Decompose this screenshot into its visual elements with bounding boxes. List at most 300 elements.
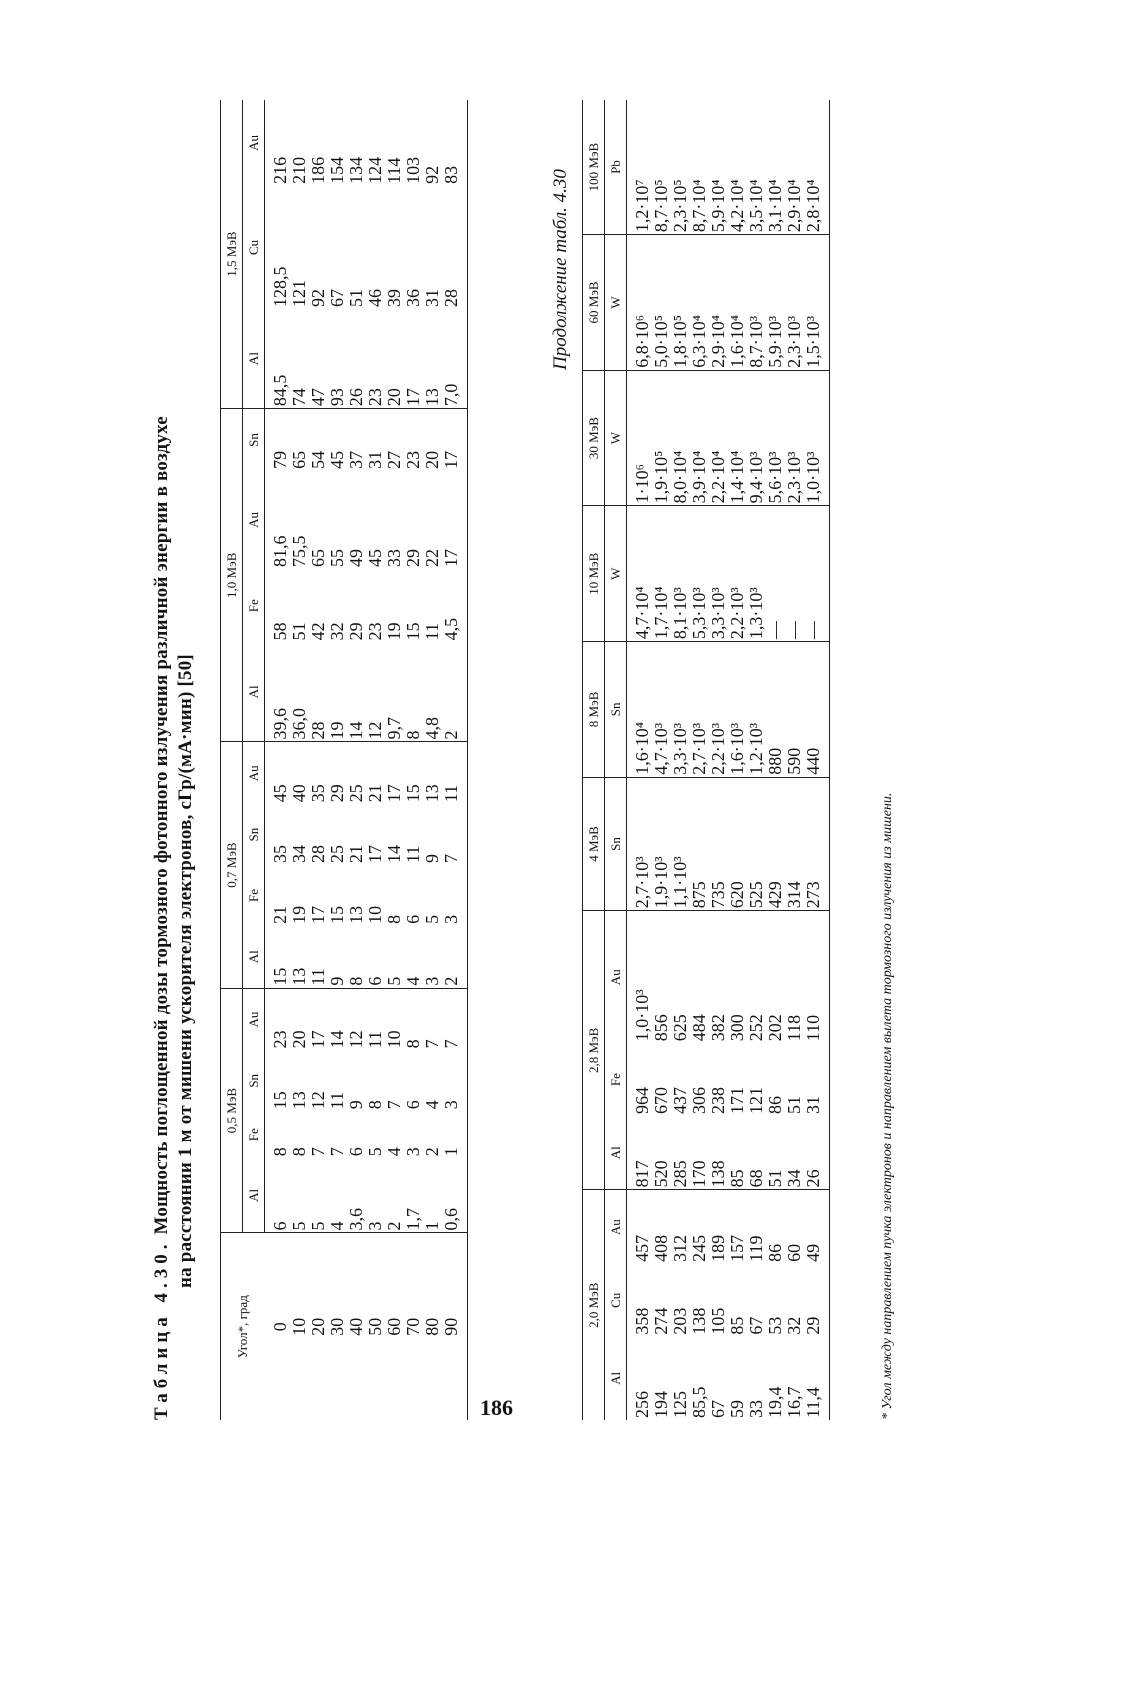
- table-cell: 1: [423, 1158, 442, 1233]
- table-cell: 15: [327, 905, 347, 924]
- table-cell: 157: [727, 1234, 747, 1262]
- table-cell: 3,1·10⁴: [766, 100, 785, 235]
- table-cell: 51: [346, 289, 366, 308]
- table-caption: [150, 100, 198, 1420]
- table-cell: 7: [308, 1147, 328, 1157]
- table-cell: 2: [442, 642, 468, 742]
- table-cell: 358: [632, 1307, 652, 1335]
- table-row: [671, 100, 690, 1420]
- table-cell: 33: [746, 1400, 766, 1418]
- table-cell: 5,6·10³: [766, 370, 785, 506]
- table-cell: 7,0: [442, 309, 468, 409]
- table-cell: 21: [270, 905, 290, 924]
- table-cell: 124: [365, 156, 385, 184]
- table-cell: 306: [689, 1086, 709, 1114]
- table-cell: 134: [346, 156, 366, 184]
- table-cell: 92: [308, 289, 328, 308]
- table-cell: 19: [289, 905, 309, 924]
- material-column-header: Pb: [605, 100, 627, 235]
- table-cell: 2,3·10⁵: [671, 100, 690, 235]
- table-cell: 26: [347, 309, 366, 409]
- table-label: Таблица 4.30.: [151, 1239, 172, 1420]
- table-cell: 1,9·10⁵: [652, 370, 671, 506]
- material-column-header: Al: [605, 1116, 627, 1190]
- table-row: [785, 100, 804, 1420]
- table-cell: 83: [442, 100, 468, 186]
- table-cell: 3,3·10³: [709, 506, 728, 642]
- table-cell: 6: [403, 914, 423, 924]
- table-cell: 3: [442, 865, 468, 926]
- table-cell: 1,4·10⁴: [728, 370, 747, 506]
- table-cell: 59: [727, 1400, 747, 1418]
- table-cell: 273: [804, 777, 830, 911]
- table-cell: 93: [328, 309, 347, 409]
- table-cell: 1,7: [404, 1158, 423, 1233]
- table-cell: 6: [366, 926, 385, 988]
- table-cell: 1,3·10³: [747, 506, 766, 642]
- table-cell: 32: [327, 622, 347, 641]
- material-column-header: Fe: [243, 569, 265, 642]
- energy-group-header: 0,7 МэВ: [221, 742, 243, 988]
- energy-group-header: 2,8 МэВ: [583, 911, 605, 1190]
- table-cell: 2: [422, 1147, 442, 1157]
- table-cell: 3,5·10⁴: [747, 100, 766, 235]
- table-cell: 8: [347, 926, 366, 988]
- table-cell: 17: [442, 471, 468, 569]
- table-cell: 2,9·10⁴: [785, 100, 804, 235]
- table-body: [627, 100, 830, 1420]
- table-cell: 14: [327, 1030, 347, 1049]
- table-cell: 37: [346, 450, 366, 469]
- page-number: 186: [480, 1395, 513, 1420]
- table-cell: 4,2·10⁴: [728, 100, 747, 235]
- table-cell: 17: [442, 409, 468, 471]
- material-column-header: Al: [243, 309, 265, 409]
- table-cell: 15: [265, 926, 291, 988]
- table-cell: 3,3·10³: [671, 642, 690, 778]
- table-cell: 35: [308, 784, 328, 803]
- table-cell: 382: [708, 1014, 728, 1042]
- table-cell: 9: [422, 854, 442, 864]
- table-cell: 20: [289, 1030, 309, 1049]
- table-cell: 5: [309, 1158, 328, 1233]
- table-cell: 3: [423, 926, 442, 988]
- table-cell: 46: [365, 289, 385, 308]
- table-row: [366, 100, 385, 1420]
- table-row: [747, 100, 766, 1420]
- angle-cell: 30: [327, 1317, 347, 1336]
- table-cell: 103: [403, 156, 423, 184]
- table-row: [709, 100, 728, 1420]
- table-cell: 15: [403, 622, 423, 641]
- table-cell: 85: [728, 1116, 747, 1190]
- table-cell: 25: [346, 784, 366, 803]
- table-cell: —: [766, 506, 785, 642]
- table-cell: 1,6·10⁴: [728, 235, 747, 371]
- table-cell: 6: [346, 1147, 366, 1157]
- table-cell: 856: [651, 1014, 671, 1042]
- table-cell: 128,5: [270, 266, 290, 308]
- table-cell: 125: [670, 1391, 690, 1418]
- table-cell: 36,0: [290, 642, 309, 742]
- table-cell: 34: [289, 845, 309, 864]
- table-cell: 9: [328, 926, 347, 988]
- table-cell: 817: [627, 1116, 653, 1190]
- table-cell: 11: [327, 1091, 347, 1110]
- table-cell: 74: [290, 309, 309, 409]
- material-column-header: Au: [243, 471, 265, 569]
- table-cell: 4,5: [442, 569, 468, 642]
- table-cell: 8: [289, 1147, 309, 1157]
- table-cell: 13: [423, 309, 442, 409]
- table-cell: 25: [327, 845, 347, 864]
- table-cell: 6: [403, 1100, 423, 1110]
- table-cell: 1,2·10³: [747, 642, 766, 778]
- table-cell: 67: [327, 289, 347, 308]
- material-column-header: Al: [243, 1158, 265, 1233]
- angle-cell: 10: [289, 1317, 309, 1336]
- table-cell: 31: [804, 1043, 830, 1116]
- table-cell: 2,8·10⁴: [804, 100, 830, 235]
- table-cell: 54: [308, 450, 328, 469]
- table-row: [804, 100, 830, 1420]
- table-cell: 203: [670, 1307, 690, 1335]
- table-cell: 964: [632, 1086, 652, 1114]
- table-cell: 86: [765, 1095, 785, 1114]
- table-cell: 23: [270, 1030, 290, 1049]
- table-cell: 2,7·10³: [627, 777, 653, 911]
- table-cell: 23: [366, 309, 385, 409]
- table-cell: 17: [384, 784, 404, 803]
- table-cell: 484: [689, 1014, 709, 1042]
- table-cell: 42: [308, 622, 328, 641]
- table-cell: 29: [804, 1264, 830, 1337]
- table-cell: 5,3·10³: [690, 506, 709, 642]
- energy-group-header: 100 МэВ: [583, 100, 605, 235]
- angle-cell: 60: [384, 1317, 404, 1336]
- table-cell: 2,7·10³: [690, 642, 709, 778]
- table-cell: 13: [422, 784, 442, 803]
- table-row: [442, 100, 468, 1420]
- table-cell: 1,0·10³: [804, 370, 830, 506]
- table-cell: 75,5: [289, 535, 309, 568]
- table-cell: 520: [652, 1116, 671, 1190]
- table-cell: 28: [308, 845, 328, 864]
- table-cell: 4,7·10³: [652, 642, 671, 778]
- table-cell: 67: [708, 1400, 728, 1418]
- material-column-header: Al: [605, 1337, 627, 1420]
- material-header-row: [243, 100, 265, 1420]
- table-cell: 171: [727, 1086, 747, 1114]
- energy-group-header-row: [583, 100, 605, 1420]
- table-cell: 285: [671, 1116, 690, 1190]
- table-cell: 31: [365, 450, 385, 469]
- table-cell: 880: [766, 642, 785, 778]
- table-cell: 8,7·10⁴: [690, 100, 709, 235]
- table-cell: 3: [442, 1050, 468, 1111]
- table-cell: 625: [670, 1014, 690, 1042]
- table-cell: 16,7: [784, 1386, 804, 1418]
- table-cell: 110: [804, 911, 830, 1043]
- table-cell: 3,9·10⁴: [690, 370, 709, 506]
- table-cell: 65: [308, 549, 328, 568]
- table-cell: 525: [747, 777, 766, 911]
- continuation-label: Продолжение табл. 4.30: [550, 169, 571, 370]
- table-cell: 29: [346, 622, 366, 641]
- table-cell: 670: [651, 1086, 671, 1114]
- table-cell: 8,1·10³: [671, 506, 690, 642]
- table-cell: 2,2·10³: [728, 506, 747, 642]
- rotated-page-content: [150, 100, 950, 1430]
- table-cell: 39,6: [265, 642, 291, 742]
- table-cell: 11: [422, 623, 442, 641]
- table-cell: 2,3·10³: [785, 370, 804, 506]
- table-cell: 8: [384, 914, 404, 924]
- table-cell: 3: [403, 1147, 423, 1157]
- energy-group-header: 30 МэВ: [583, 370, 605, 506]
- table-cell: 49: [804, 1190, 830, 1264]
- table-cell: 1,2·10⁷: [627, 100, 653, 235]
- table-cell: 7: [442, 988, 468, 1050]
- table-cell: 31: [422, 289, 442, 308]
- table-cell: 189: [708, 1234, 728, 1262]
- table-cell: 11: [365, 1031, 385, 1049]
- table-cell: 1,6·10⁴: [627, 642, 653, 778]
- table-row: [766, 100, 785, 1420]
- table-cell: 17: [404, 309, 423, 409]
- table-cell: 32: [784, 1316, 804, 1335]
- table-cell: 45: [270, 784, 290, 803]
- table-cell: 51: [784, 1095, 804, 1114]
- table-cell: 312: [670, 1234, 690, 1262]
- material-column-header: W: [605, 370, 627, 506]
- table-cell: 17: [365, 845, 385, 864]
- table-cell: 1,6·10³: [728, 642, 747, 778]
- table-cell: 170: [690, 1116, 709, 1190]
- table-cell: 33: [384, 549, 404, 568]
- table-cell: 51: [289, 622, 309, 641]
- table-row: [328, 100, 347, 1420]
- table-cell: 4,8: [423, 642, 442, 742]
- table-cell: 28: [309, 642, 328, 742]
- table-cell: 51: [766, 1116, 785, 1190]
- table-cell: 34: [785, 1116, 804, 1190]
- table-cell: 85: [727, 1316, 747, 1335]
- table-cell: 7: [327, 1147, 347, 1157]
- table-cell: 194: [651, 1391, 671, 1418]
- table-cell: 20: [422, 450, 442, 469]
- table-cell: 23: [365, 622, 385, 641]
- table-cell: 79: [270, 450, 290, 469]
- angle-cell: 0: [269, 1322, 290, 1332]
- table-body: [265, 100, 468, 1420]
- table-cell: 7: [384, 1100, 404, 1110]
- table-cell: 3,6: [347, 1158, 366, 1233]
- energy-group-header-row: [221, 100, 243, 1420]
- table-cell: 7: [442, 804, 468, 865]
- table-cell: 4: [422, 1100, 442, 1110]
- table-row: [627, 100, 653, 1420]
- table-cell: 210: [289, 156, 309, 184]
- table-cell: 12: [366, 642, 385, 742]
- table-cell: 68: [747, 1116, 766, 1190]
- table-row: [385, 100, 404, 1420]
- table-cell: 60: [784, 1243, 804, 1262]
- table-cell: 7: [422, 1039, 442, 1049]
- material-column-header: Sn: [605, 777, 627, 911]
- table-cell: 8,0·10⁴: [671, 370, 690, 506]
- material-column-header: Fe: [605, 1043, 627, 1116]
- table-cell: 429: [766, 777, 785, 911]
- table-cell: 119: [746, 1235, 766, 1262]
- table-cell: 1,0·10³: [632, 989, 652, 1042]
- table-cell: 274: [651, 1307, 671, 1335]
- angle-cell: 80: [422, 1317, 442, 1336]
- table-cell: 40: [289, 784, 309, 803]
- table-cell: 11: [403, 845, 423, 864]
- table-cell: 256: [632, 1391, 652, 1418]
- angle-cell: 50: [365, 1317, 385, 1336]
- table-cell: 45: [365, 549, 385, 568]
- table-cell: 19: [328, 642, 347, 742]
- material-column-header: Au: [243, 988, 265, 1050]
- material-column-header: Sn: [243, 409, 265, 471]
- table-cell: 9,7: [385, 642, 404, 742]
- table-cell: 457: [632, 1234, 652, 1262]
- table-cell: 5: [365, 1147, 385, 1157]
- table-cell: 4,7·10⁴: [627, 506, 653, 642]
- table-cell: 1: [442, 1111, 468, 1158]
- table-cell: 121: [746, 1086, 766, 1114]
- table-cell: 114: [384, 157, 404, 184]
- table-cell: 17: [308, 1030, 328, 1049]
- table-cell: 84,5: [265, 309, 291, 409]
- table-cell: 21: [346, 845, 366, 864]
- table-cell: 5,9·10³: [766, 235, 785, 371]
- material-column-header: Au: [605, 911, 627, 1043]
- energy-group-header: 8 МэВ: [583, 642, 605, 778]
- material-column-header: Sn: [605, 642, 627, 778]
- table-cell: 15: [403, 784, 423, 803]
- table-cell: 9,4·10³: [747, 370, 766, 506]
- table-row: [652, 100, 671, 1420]
- table-cell: 186: [308, 156, 328, 184]
- table-cell: 2: [442, 926, 468, 988]
- material-column-header: Fe: [243, 1111, 265, 1158]
- material-column-header: Sn: [243, 804, 265, 865]
- table-cell: 8,7·10⁵: [652, 100, 671, 235]
- table-cell: 13: [289, 1091, 309, 1110]
- table-cell: 12: [346, 1030, 366, 1049]
- table-cell: 14: [347, 642, 366, 742]
- energy-group-header: 60 МэВ: [583, 235, 605, 371]
- table-caption-line-1: Мощность поглощенной дозы тормозного фотонного излучения различной энергии в воздухе: [151, 416, 172, 1235]
- table-cell: 252: [746, 1014, 766, 1042]
- table-cell: 300: [727, 1014, 747, 1042]
- table-cell: 49: [346, 549, 366, 568]
- table-cell: 238: [708, 1086, 728, 1114]
- dose-rate-table-low-energy: [220, 100, 468, 1420]
- material-column-header: Cu: [605, 1264, 627, 1337]
- table-cell: 11,4: [804, 1337, 830, 1420]
- dose-rate-table-high-energy: [582, 100, 830, 1420]
- table-cell: 118: [784, 1014, 804, 1042]
- table-cell: 45: [327, 450, 347, 469]
- table-cell: 2: [385, 1158, 404, 1233]
- table-cell: 13: [346, 905, 366, 924]
- table-cell: 314: [785, 777, 804, 911]
- material-column-header: Au: [243, 742, 265, 804]
- material-column-header: Al: [243, 642, 265, 742]
- table-cell: 28: [442, 186, 468, 309]
- table-cell: 10: [365, 905, 385, 924]
- table-cell: 85,5: [689, 1386, 709, 1418]
- table-row: [290, 100, 309, 1420]
- table-cell: 5: [290, 1158, 309, 1233]
- table-cell: 35: [270, 845, 290, 864]
- table-cell: 437: [670, 1086, 690, 1114]
- energy-group-header: 1,0 МэВ: [221, 409, 243, 742]
- table-cell: 20: [385, 309, 404, 409]
- table-cell: —: [804, 506, 830, 642]
- table-cell: 8: [365, 1100, 385, 1110]
- material-column-header: Cu: [243, 186, 265, 309]
- table-cell: 8: [404, 642, 423, 742]
- table-cell: 27: [384, 450, 404, 469]
- angle-cell: 40: [346, 1317, 366, 1336]
- table-row: [728, 100, 747, 1420]
- table-cell: 6: [265, 1158, 291, 1233]
- table-cell: 4: [404, 926, 423, 988]
- angle-cell: 20: [308, 1317, 328, 1336]
- table-cell: 875: [690, 777, 709, 911]
- table-cell: 1,1·10³: [671, 777, 690, 911]
- material-column-header: Fe: [243, 865, 265, 926]
- table-cell: 1,5·10³: [804, 235, 830, 371]
- table-cell: 23: [403, 450, 423, 469]
- material-column-header: Au: [605, 1190, 627, 1264]
- table-cell: 105: [708, 1307, 728, 1335]
- table-cell: 2,3·10³: [785, 235, 804, 371]
- energy-group-header: 1,5 МэВ: [221, 100, 243, 409]
- table-cell: 408: [651, 1234, 671, 1262]
- table-row: [309, 100, 328, 1420]
- table-cell: 620: [728, 777, 747, 911]
- material-column-header: Al: [243, 926, 265, 988]
- table-cell: 11: [309, 926, 328, 988]
- table-cell: 19,4: [765, 1386, 785, 1418]
- angle-header: Угол*, град: [221, 1233, 265, 1420]
- table-cell: 15: [270, 1091, 290, 1110]
- material-header-row: [605, 100, 627, 1420]
- table-cell: 1,8·10⁵: [671, 235, 690, 371]
- table-cell: 735: [709, 777, 728, 911]
- table-cell: 440: [804, 642, 830, 778]
- table-cell: 81,6: [270, 535, 290, 568]
- table-cell: 6,8·10⁶: [627, 235, 653, 371]
- table-row: [404, 100, 423, 1420]
- table-row: [690, 100, 709, 1420]
- material-column-header: Au: [243, 100, 265, 186]
- table-cell: 216: [270, 156, 290, 184]
- energy-group-header: 0,5 МэВ: [221, 988, 243, 1233]
- table-cell: 36: [403, 289, 423, 308]
- table-cell: 202: [765, 1014, 785, 1042]
- table-cell: 29: [327, 784, 347, 803]
- table-caption-line-2: на расстоянии 1 м от мишени ускорителя электронов, сГр/(мА·мин) [50]: [175, 654, 196, 1288]
- table-cell: 8: [270, 1147, 290, 1157]
- table-cell: 53: [765, 1316, 785, 1335]
